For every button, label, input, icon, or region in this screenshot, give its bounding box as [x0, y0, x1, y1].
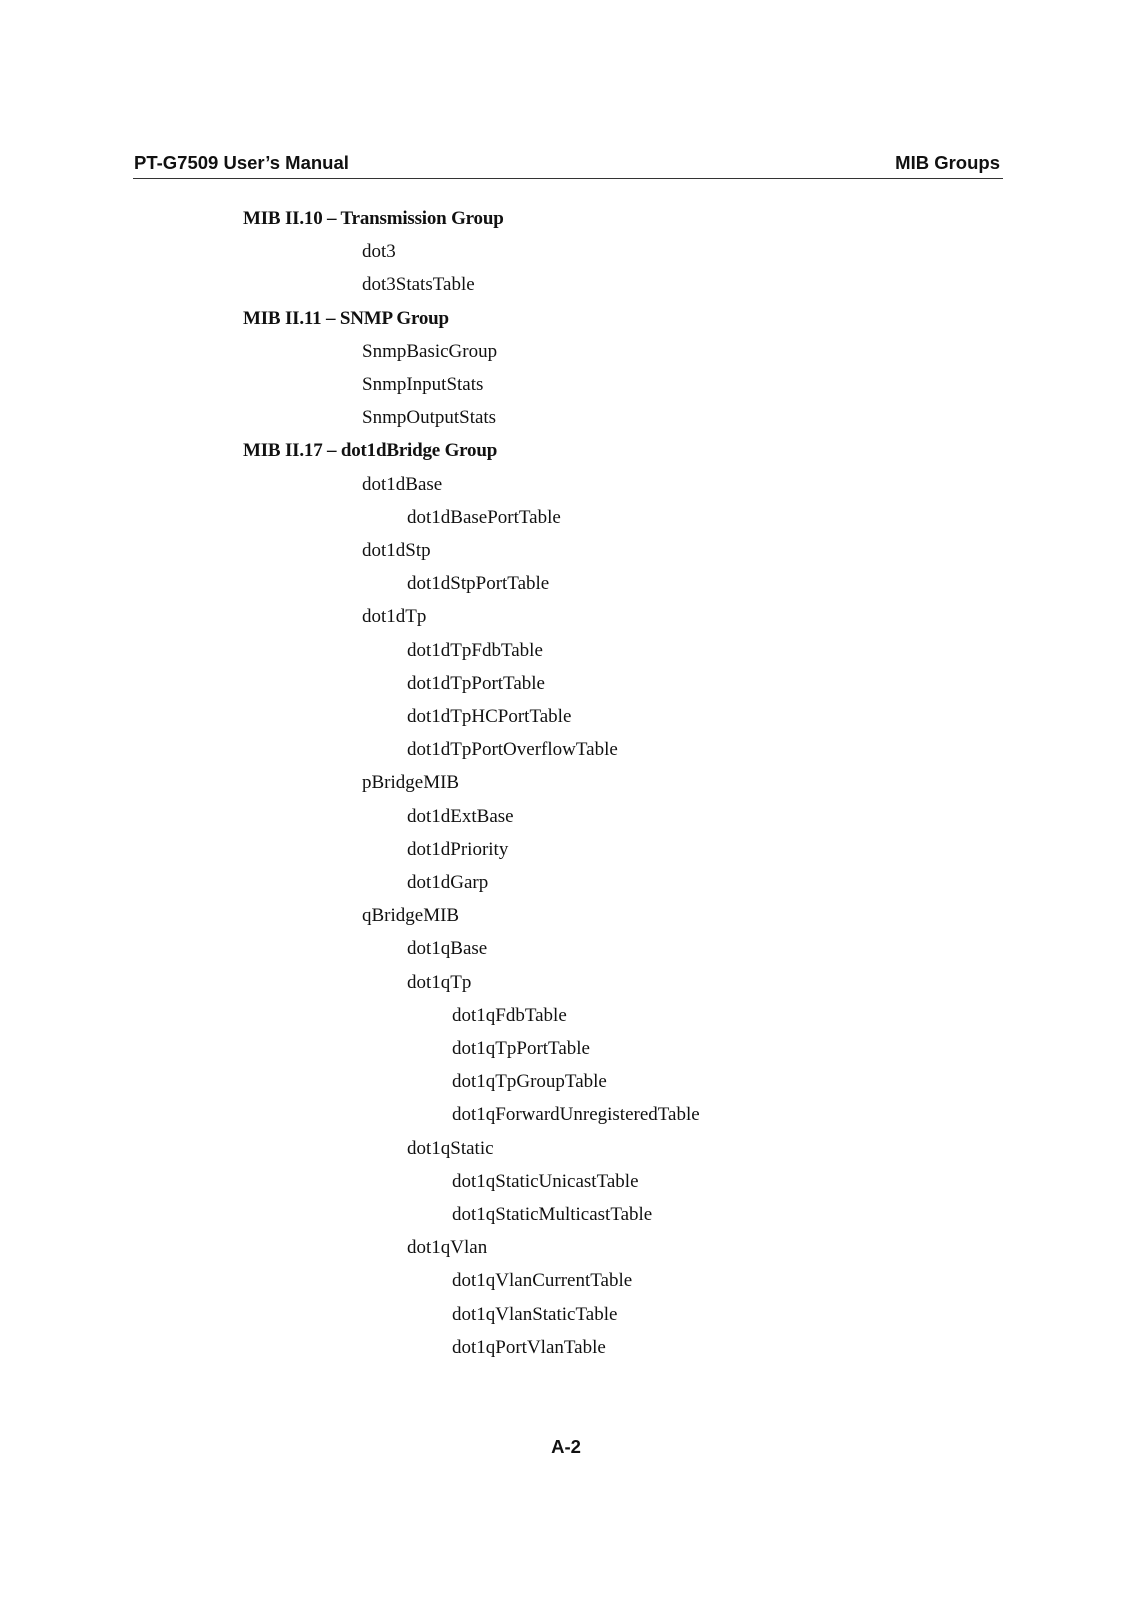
mib-object-item: dot1dStp	[362, 540, 431, 561]
mib-object-item: dot1dTpHCPortTable	[407, 706, 572, 727]
mib-object-item: dot1qTp	[407, 972, 472, 993]
page-header	[133, 150, 1003, 179]
section-title: MIB Groups	[895, 152, 1000, 173]
mib-object-item: qBridgeMIB	[362, 905, 460, 926]
mib-object-item: dot1dBase	[362, 474, 443, 495]
mib-object-item: dot1qTpGroupTable	[452, 1071, 607, 1092]
mib-object-item: dot1qStatic	[407, 1138, 494, 1159]
mib-object-item: SnmpInputStats	[362, 374, 484, 395]
mib-object-item: dot1qForwardUnregisteredTable	[452, 1104, 700, 1125]
mib-object-item: dot1qBase	[407, 938, 488, 959]
mib-object-item: dot1qPortVlanTable	[452, 1337, 606, 1358]
mib-object-item: dot1qVlan	[407, 1237, 488, 1258]
page-footer	[0, 1436, 1132, 1458]
mib-object-item: dot1dTpFdbTable	[407, 640, 543, 661]
mib-object-item: dot1dStpPortTable	[407, 573, 550, 594]
mib-object-item: dot1dExtBase	[407, 806, 514, 827]
mib-object-item: dot1qVlanStaticTable	[452, 1304, 618, 1325]
mib-object-item: SnmpBasicGroup	[362, 341, 498, 362]
section-heading: MIB II.11 – SNMP Group	[243, 308, 449, 329]
mib-object-item: dot1dGarp	[407, 872, 489, 893]
mib-object-item: pBridgeMIB	[362, 772, 460, 793]
mib-object-item: dot1dPriority	[407, 839, 509, 860]
manual-title: PT-G7509 User’s Manual	[134, 152, 349, 173]
mib-object-item: dot1dTpPortOverflowTable	[407, 739, 618, 760]
mib-object-item: dot3StatsTable	[362, 274, 475, 295]
mib-object-item: dot1qFdbTable	[452, 1005, 567, 1026]
page-number: A-2	[551, 1436, 581, 1457]
section-heading: MIB II.10 – Transmission Group	[243, 208, 504, 229]
mib-object-item: dot1qVlanCurrentTable	[452, 1270, 633, 1291]
mib-object-item: dot3	[362, 241, 396, 262]
mib-object-item: dot1dTp	[362, 606, 427, 627]
mib-object-item: dot1qStaticUnicastTable	[452, 1171, 639, 1192]
mib-object-item: dot1dBasePortTable	[407, 507, 561, 528]
mib-object-item: dot1dTpPortTable	[407, 673, 545, 694]
mib-object-item: SnmpOutputStats	[362, 407, 497, 428]
mib-object-item: dot1qTpPortTable	[452, 1038, 590, 1059]
mib-object-item: dot1qStaticMulticastTable	[452, 1204, 653, 1225]
section-heading: MIB II.17 – dot1dBridge Group	[243, 440, 498, 461]
